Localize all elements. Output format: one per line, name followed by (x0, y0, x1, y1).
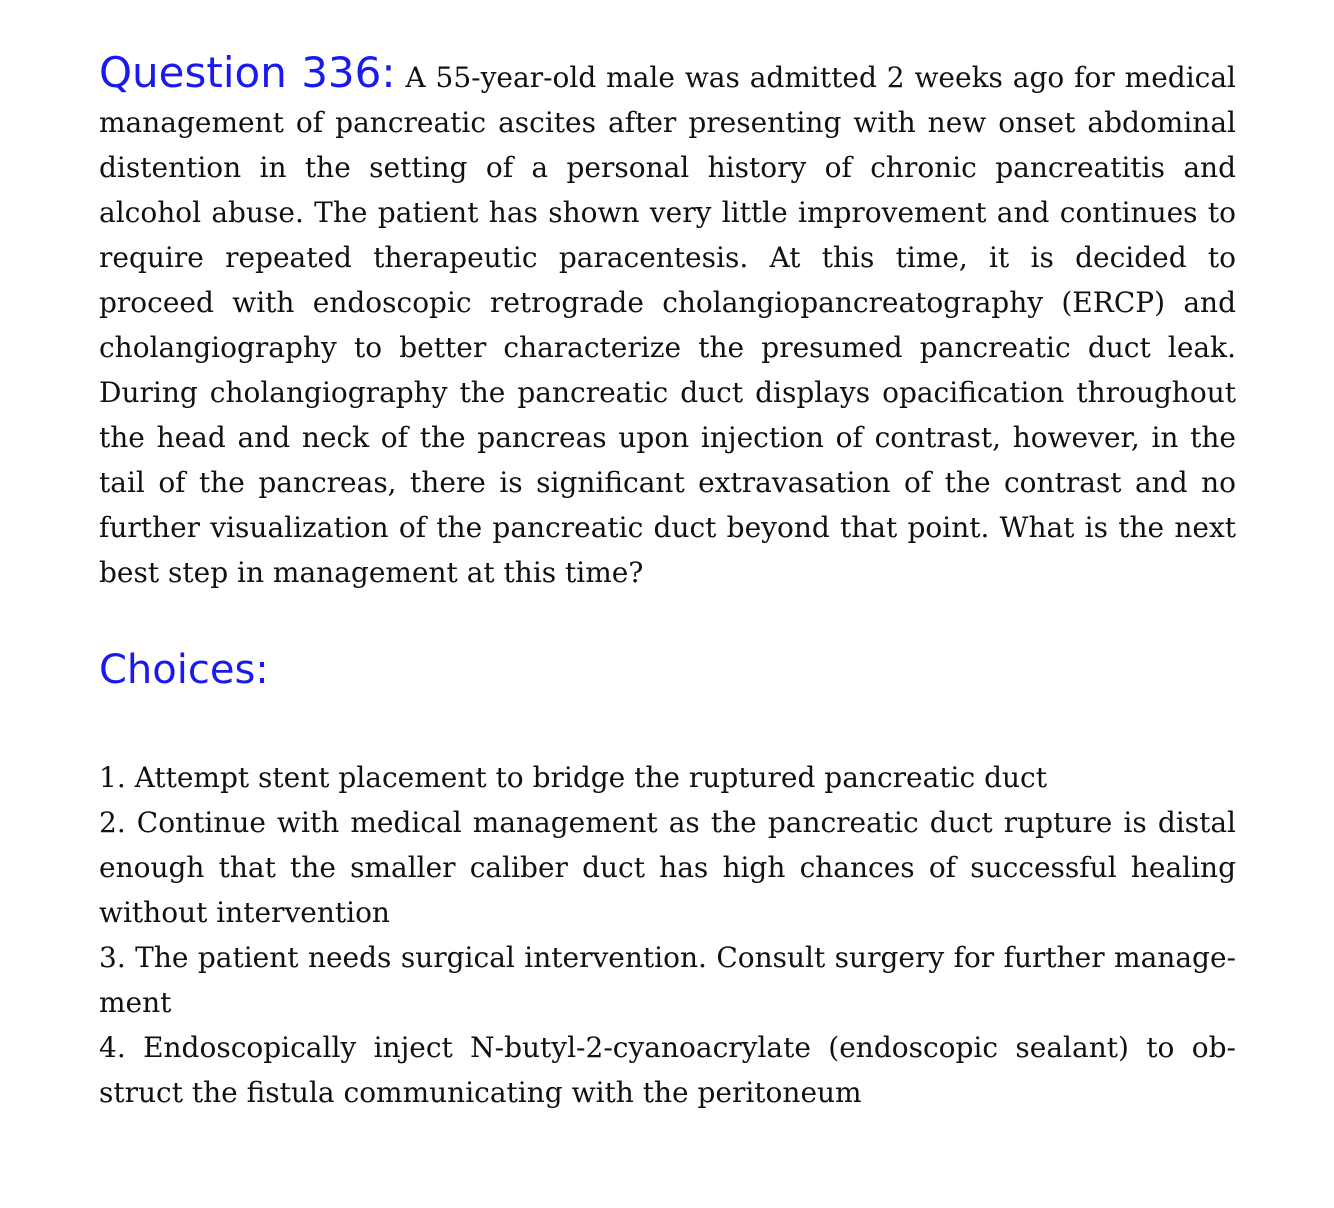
question-paragraph (99, 50, 1236, 595)
question-page (99, 50, 1236, 1115)
question-text: A 55-year-old male was admitted 2 weeks ago for medical management of pancreatic ascites after presenting with new onset abdominal distention in the setting of a personal history of chronic pancreatitis and alcohol abuse. The patient has shown very little improvement and continues to require repeated therapeutic paracentesis. At this time, it is decided to proceed with endoscopic retrograde cholangiopancreatography (ERCP) and cholangiography to better characterize the presumed pancreatic duct leak. During cholangiography the pancreatic duct displays opacification throughout the head and neck of the pancreas upon injection of contrast, however, in the tail of the pancreas, there is significant extravasation of the contrast and no further visualization of the pancreatic duct beyond that point. What is the next best step in management at this time? (99, 61, 1236, 589)
choice-2[interactable]: 2. Continue with medical management as the pancreatic duct rupture is distal enough that the smaller caliber duct has high chances of successful healing without intervention (99, 806, 1236, 929)
choice-4[interactable]: 4. Endoscopically inject N-butyl-2-cyanoacrylate (endoscopic sealant) to obstruct the fistula communicating with the peritoneum (99, 1031, 1236, 1109)
choice-1[interactable]: 1. Attempt stent placement to bridge the ruptured pancreatic duct (99, 761, 1047, 794)
choices-heading: Choices: (99, 647, 269, 693)
question-label: Question 336: (99, 48, 396, 97)
choices-list (99, 755, 1236, 1115)
choice-3[interactable]: 3. The patient needs surgical intervention. Consult surgery for further management (99, 941, 1236, 1019)
